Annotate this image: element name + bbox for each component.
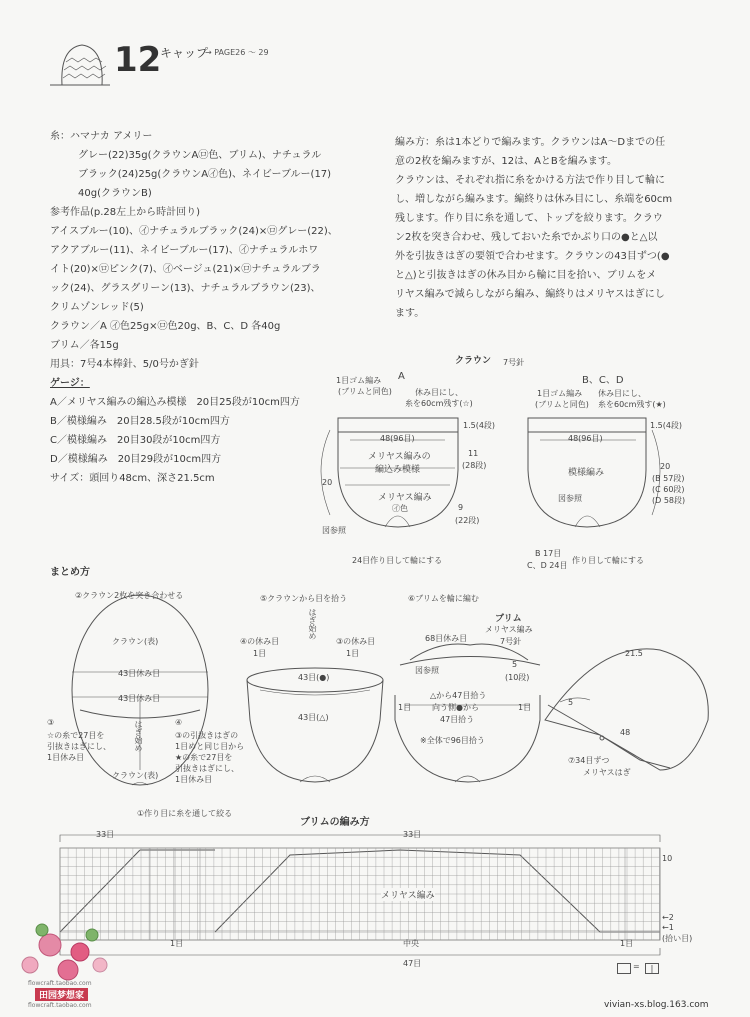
yarn-line: ブラック(24)25g(クラウンA㋑色)、ネイビーブルー(17) xyxy=(78,169,332,180)
brim-center-label: メリヤス編み xyxy=(381,888,435,901)
yarn-line: グレー(22)35g(クラウンA㋺色、ブリム)、ナチュラル xyxy=(78,150,322,161)
crown-b-rest2: 糸を60cm残す(★) xyxy=(598,400,666,409)
step6-t2: メリヤス編み xyxy=(485,625,533,634)
method-line: ン2枚を突き合わせ、残しておいた糸でかぶり口の●と△以 xyxy=(395,232,658,243)
tools-line: 用具：7号4本棒針、5/0号かぎ針 xyxy=(50,359,199,370)
method-line: リヤス編みで減らしながら編み、編終りはメリヤスはぎにし xyxy=(395,289,665,300)
method-line: 外を引抜きはぎの要領で合わせます。クラウンの43目ずつ(● xyxy=(395,251,670,262)
crown-a-top-note1: 1目ゴム編み xyxy=(336,376,382,385)
crown-b-cast3: 作り目して輪にする xyxy=(572,556,644,565)
crown-a-color: ㋑色 xyxy=(392,504,408,513)
step7-len2: 5 xyxy=(568,698,574,707)
reference-lines xyxy=(50,203,338,488)
crown-a-body1: メリヤス編みの xyxy=(368,452,431,462)
step1-note3d: 1目休み目 xyxy=(47,753,85,762)
crown-a-ref: 図参照 xyxy=(322,526,346,535)
crown-a-top-note2: (ブリムと同色) xyxy=(338,387,392,396)
ref-line: ック(24)、グラスグリーン(13)、ナチュラルブラウン(23)、 xyxy=(50,283,321,294)
step1-back: クラウン(表) xyxy=(112,771,159,780)
step5-mid: はぎ始め xyxy=(308,608,317,640)
flower-logo xyxy=(22,924,107,980)
yarn-title: 糸：ハマナカ アメリー xyxy=(50,131,153,142)
step7-foot2: メリヤスはぎ xyxy=(583,768,631,777)
crown-b-rows1: 20 xyxy=(660,462,671,471)
assembly-step4-diagram xyxy=(545,649,708,770)
crown-b-rest1: 休み目にし、 xyxy=(598,389,646,398)
yarn-lines xyxy=(78,146,331,203)
step1-note4d: ★の糸で27目を xyxy=(175,753,233,762)
brim-chart-title: ブリムの編み方 xyxy=(300,817,370,828)
crown-a-depth: 1.5(4段) xyxy=(463,421,496,430)
gauge-line: C／模様編み 20目30段が10cm四方 xyxy=(50,435,221,446)
crown-b-cast2: C、D 24目 xyxy=(527,561,568,570)
crown-a-side: 20 xyxy=(322,478,333,487)
crown-b-width: 48(96目) xyxy=(568,434,603,443)
brim-one-right: 1目 xyxy=(620,939,634,948)
step6-t3: 7号針 xyxy=(500,637,522,646)
crown-b-top-note1: 1目ゴム編み xyxy=(537,389,583,398)
step5-bottom: 43目(△) xyxy=(298,713,329,722)
assembly-title: まとめ方 xyxy=(50,567,90,578)
step7-foot1: ⑦34目ずつ xyxy=(568,756,610,765)
step6-rows: 5 xyxy=(512,660,518,669)
crown-a-width: 48(96目) xyxy=(380,434,415,443)
step6-total: ※全体で96目拾う xyxy=(420,736,485,745)
crown-a-lower: メリヤス編み xyxy=(378,493,432,503)
crown-needle: 7号針 xyxy=(503,358,525,367)
ref-line: イト(20)×㋺ピンク(7)、㋑ベージュ(21)×㋺ナチュラルブラ xyxy=(50,264,321,275)
step6-ref: 図参照 xyxy=(415,666,439,675)
pattern-number: 12 xyxy=(114,40,162,80)
ref-line: アクアブルー(11)、ネイビーブルー(17)、㋑ナチュラルホワ xyxy=(50,245,319,256)
step6-pick3: 47目拾う xyxy=(440,715,475,724)
step2-caption: ②クラウン2枚を突き合わせる xyxy=(75,591,184,600)
size-line: サイズ：頭回り48cm、深さ21.5cm xyxy=(50,473,215,484)
crown-b-rows2: (B 57段) xyxy=(652,474,685,483)
crown-b-label: B、C、D xyxy=(582,375,624,386)
step5-rest4: ④の休み目 xyxy=(240,637,280,646)
step6-one2: 1目 xyxy=(518,703,532,712)
crown-b-rows4: (D 58段) xyxy=(652,496,686,505)
crown-b-cast1: B 17目 xyxy=(535,549,562,558)
crown-title: クラウン xyxy=(455,356,492,366)
step5-rest3: ③の休み目 xyxy=(336,637,376,646)
ref-line: クラウン／A ㋑色25g×㋺色20g、B、C、D 各40g xyxy=(50,321,281,332)
crown-b-ref: 図参照 xyxy=(558,494,582,503)
crown-a-rest1: 休み目にし、 xyxy=(415,388,463,397)
step1-note4f: 1目休み目 xyxy=(175,775,213,784)
brim-pick: (拾い目) xyxy=(662,934,693,943)
step6-title: ブリム xyxy=(495,614,522,624)
ref-line: 参考作品(p.28左上から時計回り) xyxy=(50,207,201,218)
step1-note4c: 1目めと同じ目から xyxy=(175,742,245,751)
step1-rest1: 43目休み目 xyxy=(118,669,161,678)
crown-b-top-note2: (ブリムと同色) xyxy=(535,400,589,409)
brim-bottom-center: 中央 xyxy=(403,939,419,948)
brim-one-left: 1目 xyxy=(170,939,184,948)
step1-front: クラウン(表) xyxy=(112,637,159,646)
gauge-title: ゲージ： xyxy=(50,378,90,389)
step1-note3a: ③ xyxy=(47,718,55,727)
step5-rest4b: 1目 xyxy=(253,649,267,658)
crown-a-rows1: 11 xyxy=(468,449,479,458)
step6-one1: 1目 xyxy=(398,703,412,712)
ref-line: ブリム／各15g xyxy=(50,340,119,351)
legend-box-icon xyxy=(617,963,631,974)
step1-mid: はぎ始め xyxy=(134,720,143,752)
crown-a-rows2: (28段) xyxy=(462,461,487,470)
legend-equals: = xyxy=(633,962,640,971)
step6-rows2: (10段) xyxy=(505,673,530,682)
step5-top: 43目(●) xyxy=(298,673,330,682)
brim-count-bracket xyxy=(60,835,660,842)
watermark-blog: vivian-xs.blog.163.com xyxy=(604,1000,709,1010)
cap-icon xyxy=(50,45,110,85)
step7-len3: 48 xyxy=(620,728,631,737)
method-line: 編み方：糸は1本どりで編みます。クラウンはA～Dまでの任 xyxy=(395,137,666,148)
page-reference: → PAGE26 ～ 29 xyxy=(205,48,269,57)
step5-caption: ⑤クラウンから目を拾う xyxy=(260,594,348,603)
brim-total: 47目 xyxy=(403,959,422,968)
crown-a-cast: 24目作り目して輪にする xyxy=(352,556,443,565)
step7-len1: 21.5 xyxy=(625,649,643,658)
step1-note4e: 引抜きはぎにし、 xyxy=(175,764,239,773)
method-line: ます。 xyxy=(395,308,425,319)
crown-a-body2: 編込み模様 xyxy=(375,465,421,475)
brim-rows: 10 xyxy=(662,854,673,863)
watermark-site2: flowcraft.taobao.com xyxy=(28,1002,92,1009)
crown-b-rows3: (C 60段) xyxy=(652,485,685,494)
step1-note4b: ③の引抜きはぎの xyxy=(175,731,239,740)
method-line: と△)と引抜きはぎの休み目から輪に目を拾い、ブリムをメ xyxy=(395,270,657,281)
crown-a-rest2: 糸を60cm残す(☆) xyxy=(405,399,473,408)
yarn-line: 40g(クラウンB) xyxy=(78,188,152,199)
watermark-site1: flowcraft.taobao.com xyxy=(28,980,92,987)
crown-a-rows3: 9 xyxy=(458,503,464,512)
brim-total-bracket xyxy=(60,948,660,955)
step6-pick2: 向う側●から xyxy=(432,703,479,712)
crown-b-depth: 1.5(4段) xyxy=(650,421,683,430)
ref-line: アイスブルー(10)、㋑ナチュラルブラック(24)×㋺グレー(22)、 xyxy=(50,226,338,237)
step1-note4a: ④ xyxy=(175,718,183,727)
crown-b-body: 模様編み xyxy=(568,468,605,478)
step1-rest2: 43目休み目 xyxy=(118,694,161,703)
step1-note3b: ☆の糸で27目を xyxy=(47,731,105,740)
brim-left-count: 33目 xyxy=(96,830,115,839)
step6-pick1: △から47目拾う xyxy=(430,691,487,700)
gauge-line: A／メリヤス編みの編込み模様 20目25段が10cm四方 xyxy=(50,397,300,408)
step6-caption: ⑥ブリムを輪に編む xyxy=(408,594,479,603)
method-line: クラウンは、それぞれ指に糸をかける方法で作り目して輪に xyxy=(395,175,665,186)
ref-line: クリムゾンレッド(5) xyxy=(50,302,144,313)
legend-knit-icon: | xyxy=(645,963,659,974)
method-line: 残します。作り目に糸を通して、トップを絞ります。クラウ xyxy=(395,213,663,224)
step6-rest: 68目休み目 xyxy=(425,634,468,643)
pattern-title: キャップ xyxy=(160,46,209,60)
brim-right-count: 33目 xyxy=(403,830,422,839)
method-text xyxy=(395,133,672,323)
method-line: し、増しながら編みます。編終りは休み目にし、糸端を60cm xyxy=(395,194,673,205)
crown-a-rows4: (22段) xyxy=(455,516,480,525)
brim-row1: ←1 xyxy=(662,923,674,932)
assembly-step2-diagram xyxy=(247,668,383,782)
step1-foot: ①作り目に糸を通して絞る xyxy=(137,809,233,818)
crown-a-label: A xyxy=(398,371,405,382)
step5-rest3b: 1目 xyxy=(346,649,360,658)
gauge-line: D／模様編み 20目29段が10cm四方 xyxy=(50,454,222,465)
gauge-line: B／模様編み 20目28.5段が10cm四方 xyxy=(50,416,230,427)
step1-note3c: 引抜きはぎにし、 xyxy=(47,742,111,751)
watermark-shop: 田园梦想家 xyxy=(35,988,88,1001)
method-line: 意の2枚を編みますが、12は、AとBを編みます。 xyxy=(395,156,617,167)
brim-row2: ←2 xyxy=(662,913,674,922)
